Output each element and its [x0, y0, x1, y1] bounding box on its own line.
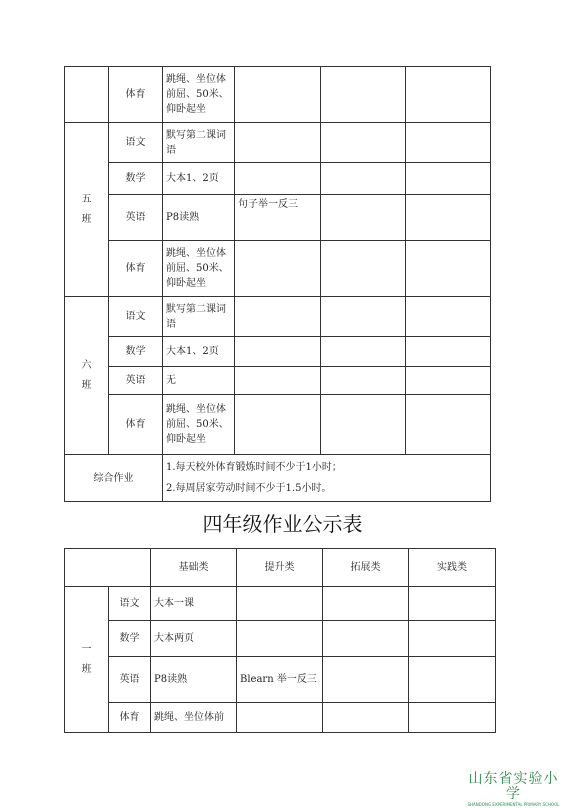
advance-homework-cell — [235, 163, 321, 195]
comprehensive-line-2: 2.每周居家劳动时间不少于1.5小时。 — [166, 483, 332, 494]
basic-homework-cell: 跳绳、坐位体前屈、50米、仰卧起坐 — [163, 241, 235, 297]
subject-cell: 英语 — [109, 657, 151, 703]
extend-homework-cell — [321, 395, 406, 455]
extend-homework-cell — [323, 657, 409, 703]
basic-homework-cell: 大本两页 — [151, 621, 237, 657]
extend-homework-cell — [321, 337, 406, 367]
grade4-homework-table — [64, 548, 496, 733]
basic-homework-cell: 默写第二课词语 — [163, 123, 235, 163]
advance-homework-cell — [235, 67, 321, 123]
practice-homework-cell — [409, 657, 496, 703]
subject-cell: 数学 — [109, 337, 163, 367]
practice-homework-cell — [406, 297, 491, 337]
subject-cell: 英语 — [109, 195, 163, 241]
subject-cell: 体育 — [109, 703, 151, 733]
header-row — [65, 549, 496, 587]
basic-homework-cell: 大本一课 — [151, 587, 237, 621]
advance-homework-cell — [235, 367, 321, 395]
header-corner-cell — [65, 549, 151, 587]
practice-homework-cell — [406, 337, 491, 367]
table-row — [65, 195, 491, 241]
class-label-1: 一 班 — [65, 587, 109, 733]
extend-homework-cell — [323, 703, 409, 733]
school-logo-english: SHANDONG EXPERIMENTAL PRIMARY SCHOOL — [467, 802, 560, 807]
practice-homework-cell — [406, 67, 491, 123]
extend-homework-cell — [321, 297, 406, 337]
class-label-5: 五 班 — [65, 123, 109, 297]
basic-homework-cell: 跳绳、坐位体前屈、50米、仰卧起坐 — [163, 67, 235, 123]
table-row — [65, 123, 491, 163]
advance-homework-cell: Blearn 举一反三 — [237, 657, 323, 703]
subject-cell: 体育 — [109, 67, 163, 123]
extend-homework-cell — [321, 67, 406, 123]
school-logo — [466, 772, 561, 808]
extend-homework-cell — [321, 123, 406, 163]
table-row — [65, 657, 496, 703]
extend-homework-cell — [323, 621, 409, 657]
basic-homework-cell: 大本1、2页 — [163, 163, 235, 195]
table-row — [65, 621, 496, 657]
practice-homework-cell — [409, 587, 496, 621]
subject-cell: 语文 — [109, 123, 163, 163]
practice-homework-cell — [406, 123, 491, 163]
basic-homework-cell: 大本1、2页 — [163, 337, 235, 367]
table-row — [65, 67, 491, 123]
practice-homework-cell — [406, 195, 491, 241]
subject-cell: 数学 — [109, 621, 151, 657]
table-row — [65, 297, 491, 337]
basic-homework-cell: 无 — [163, 367, 235, 395]
advance-homework-cell — [235, 241, 321, 297]
extend-homework-cell — [321, 367, 406, 395]
table-row — [65, 367, 491, 395]
practice-homework-cell — [406, 241, 491, 297]
grade-homework-table-continued — [64, 66, 491, 502]
table-row — [65, 241, 491, 297]
comprehensive-label: 综合作业 — [65, 455, 163, 502]
comprehensive-line-1: 1.每天校外体育锻炼时间不少于1小时； — [166, 462, 342, 473]
practice-homework-cell — [406, 367, 491, 395]
header-practice: 实践类 — [409, 549, 496, 587]
basic-homework-cell: 跳绳、坐位体前屈、50米、仰卧起坐 — [163, 395, 235, 455]
subject-cell: 体育 — [109, 395, 163, 455]
basic-homework-cell: 跳绳、坐位体前 — [151, 703, 237, 733]
class-cell-continued — [65, 67, 109, 123]
practice-homework-cell — [406, 395, 491, 455]
table-row — [65, 703, 496, 733]
extend-homework-cell — [323, 587, 409, 621]
advance-homework-cell — [235, 123, 321, 163]
header-advance: 提升类 — [237, 549, 323, 587]
practice-homework-cell — [409, 621, 496, 657]
practice-homework-cell — [409, 703, 496, 733]
header-extend: 拓展类 — [323, 549, 409, 587]
advance-homework-cell — [235, 395, 321, 455]
advance-homework-cell: 句子举一反三 — [235, 195, 321, 241]
subject-cell: 体育 — [109, 241, 163, 297]
header-basic: 基础类 — [151, 549, 237, 587]
subject-cell: 语文 — [109, 297, 163, 337]
school-logo-name: 山东省实验小学 — [468, 771, 559, 802]
subject-cell: 英语 — [109, 367, 163, 395]
extend-homework-cell — [321, 163, 406, 195]
subject-cell: 语文 — [109, 587, 151, 621]
advance-homework-cell — [235, 337, 321, 367]
extend-homework-cell — [321, 241, 406, 297]
basic-homework-cell: P8读熟 — [163, 195, 235, 241]
table-row — [65, 337, 491, 367]
extend-homework-cell — [321, 195, 406, 241]
comprehensive-row — [65, 455, 491, 502]
advance-homework-cell — [237, 703, 323, 733]
basic-homework-cell: P8读熟 — [151, 657, 237, 703]
table-row — [65, 395, 491, 455]
basic-homework-cell: 默写第二课词语 — [163, 297, 235, 337]
advance-homework-cell — [237, 621, 323, 657]
advance-homework-cell — [235, 297, 321, 337]
table-row — [65, 163, 491, 195]
comprehensive-content — [163, 455, 491, 502]
table-row — [65, 587, 496, 621]
advance-homework-cell — [237, 587, 323, 621]
grade4-title: 四年级作业公示表 — [202, 512, 363, 536]
subject-cell: 数学 — [109, 163, 163, 195]
practice-homework-cell — [406, 163, 491, 195]
class-label-6: 六 班 — [65, 297, 109, 455]
